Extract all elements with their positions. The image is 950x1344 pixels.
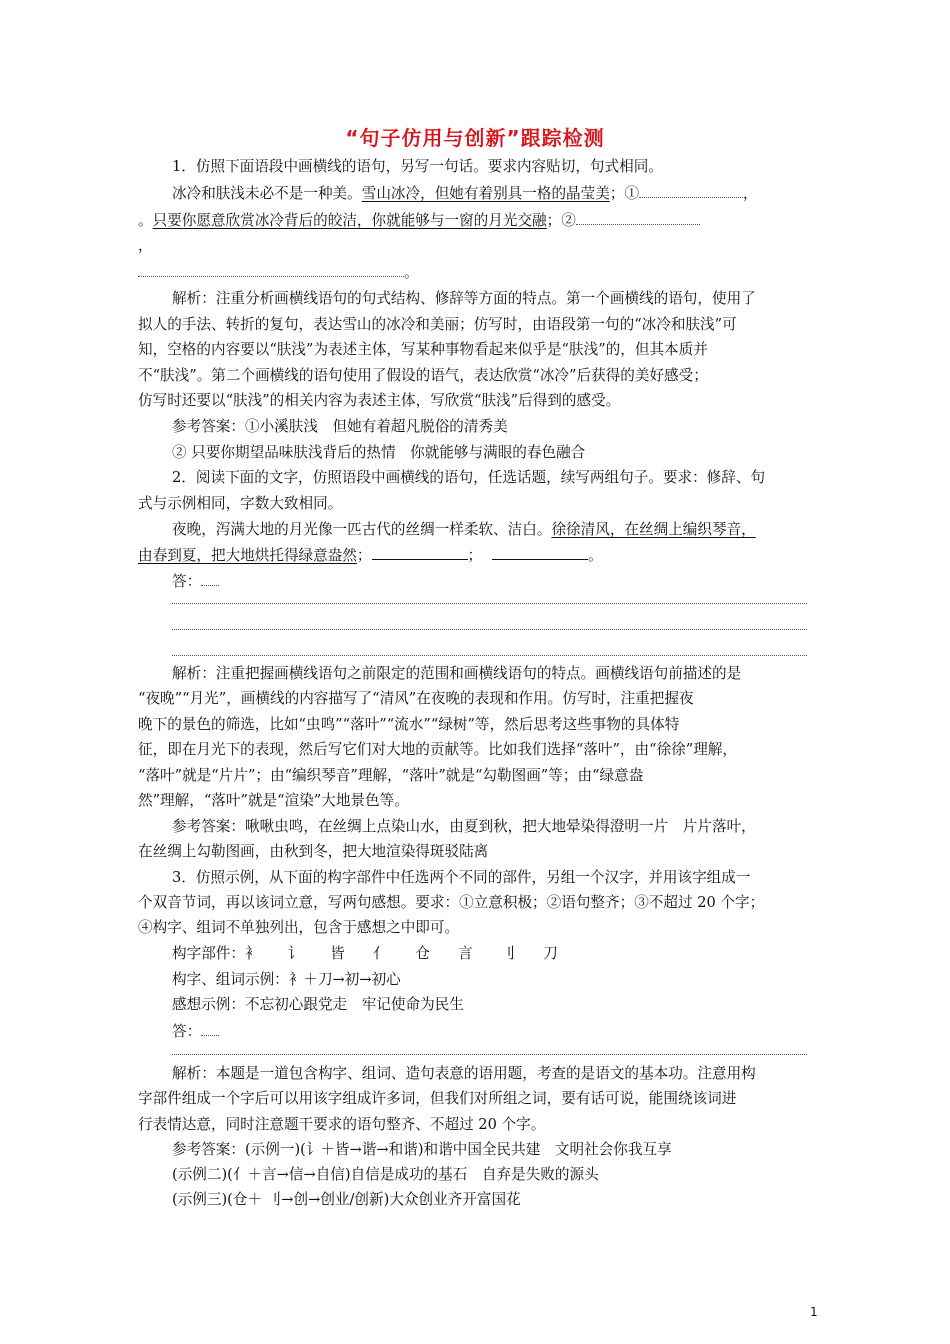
q1-analysis-line: 不“肤浅”。第二个画横线的语句使用了假设的语气，表达欣赏“冰冷”后获得的美好感受；	[138, 367, 708, 384]
q1-analysis-line: 拟人的手法、转折的复句，表达雪山的冰冷和美丽；仿写时，由语段第一句的“冰冷和肤浅”可	[138, 316, 737, 333]
q2-analysis-line: 征，即在月光下的表现，然后写它们对大地的贡献等。比如我们选择“落叶”，由“徐徐”理解，	[138, 741, 738, 758]
q3-part: 刂	[500, 945, 516, 962]
q2-blank-1[interactable]	[372, 545, 468, 560]
q2-stem-line1: 2．阅读下面的文字，仿照语段中画横线的语句，任选话题，续写两组句子。要求：修辞、句	[172, 469, 766, 486]
q2-semicolon: ；	[467, 547, 483, 564]
q1-blank-2[interactable]	[576, 210, 700, 225]
q2-answer-line[interactable]	[172, 655, 807, 656]
q2-stem-line2: 式与示例相同，字数大致相同。	[138, 495, 343, 512]
q3-stem-line1: 3．仿照示例，从下面的构字部件中任选两个不同的部件，另组一个汉字，并用该字组成一	[172, 869, 751, 886]
q1-underlined-sentence-1: 雪山冰冷，但她有着别具一格的晶莹美	[361, 185, 610, 202]
q3-parts-label: 构字部件：	[172, 945, 245, 962]
q3-analysis-line: 行表情达意，同时注意题干要求的语句整齐、不超过 20 个字。	[138, 1116, 546, 1133]
q3-part: 皆	[330, 945, 345, 962]
q1-passage-line2	[138, 210, 814, 231]
q2-passage-line2	[138, 545, 814, 566]
page-number: 1	[810, 1305, 818, 1319]
q2-analysis-line: “夜晚”“月光”，画横线的内容描写了“清风”在夜晚的表现和作用。仿写时，注重把握夜	[138, 690, 694, 707]
q3-answer-2: (示例二)(亻＋言→信→自信)自信是成功的基石 自弃是失败的源头	[172, 1166, 599, 1183]
q3-answer-prompt	[172, 1021, 848, 1042]
q2-analysis-line: 晚下的景色的筛选，比如“虫鸣”“落叶”“流水”“绿树”等，然后思考这些事物的具体特	[138, 716, 680, 733]
q3-answer-1: 参考答案：(示例一)(讠＋皆→谐→和谐)和谐中国全民共建 文明社会你我互享	[172, 1141, 672, 1158]
q1-passage-text: 冰冷和肤浅未必不是一种美。	[172, 185, 362, 202]
q2-end-period: 。	[588, 547, 603, 564]
q2-answer-1: 参考答案：啾啾虫鸣，在丝绸上点染山水，由夏到秋，把大地晕染得澄明一片 片片落叶，	[172, 818, 756, 835]
q1-passage-line3: ，	[138, 237, 153, 254]
q2-underlined-sentence-a: 徐徐清风，在丝绸上编织琴音，	[551, 521, 756, 538]
q3-example-2: 感想示例：不忘初心跟党走 牢记使命为民生	[172, 996, 464, 1013]
q3-answer-dots	[201, 1021, 219, 1036]
q2-answer-line[interactable]	[172, 603, 807, 604]
q1-passage-line4	[138, 262, 814, 283]
q1-analysis-line: 仿写时还要以“肤浅”的相关内容为表述主体，写欣赏“肤浅”后得到的感受。	[138, 392, 621, 409]
q3-part: 亻	[372, 945, 388, 962]
q3-analysis-line: 解析：本题是一道包含构字、组词、造句表意的语用题，考查的是语文的基本功。注意用构	[172, 1065, 756, 1082]
q1-period: 。	[138, 212, 153, 229]
q2-answer-2: 在丝绸上勾勒图画，由秋到冬，把大地渲染得斑驳陆离	[138, 843, 489, 860]
q1-comma: ，	[743, 185, 758, 202]
q3-part: 言	[458, 945, 473, 962]
q3-part: 仓	[415, 945, 431, 962]
q1-analysis-line: 解析：注重分析画横线语句的句式结构、修辞等方面的特点。第一个画横线的语句，使用了	[172, 290, 756, 307]
q3-stem-line3: ④构字、组词不单独列出，包含于感想之中即可。	[138, 919, 460, 936]
q2-blank-2[interactable]	[492, 545, 588, 560]
q3-example-1: 构字、组词示例：衤＋刀→初→初心	[172, 971, 401, 988]
q3-analysis-line: 字部件组成一个字后可以用该字组成许多词，但我们对所组之词，要有话可说，能围绕该词进	[138, 1090, 737, 1107]
q1-answer-1: 参考答案：①小溪肤浅 但她有着超凡脱俗的清秀美	[172, 418, 508, 435]
q2-answer-dots	[201, 571, 219, 586]
q1-answer-2: ② 只要你期望品味肤浅背后的热情 你就能够与满眼的春色融合	[172, 444, 586, 461]
q3-parts-row	[172, 944, 848, 964]
q2-semicolon: ；	[356, 547, 372, 564]
q3-part: 讠	[287, 945, 303, 962]
q2-analysis-line: “落叶”就是“片片”；由“编织琴音”理解，“落叶”就是“勾勒图画”等；由“绿意盎	[138, 767, 644, 784]
q1-blank1-marker: ；①	[609, 185, 640, 202]
q1-passage-line1	[172, 183, 848, 204]
q1-blank2-marker: ；②	[546, 212, 576, 229]
q1-underlined-sentence-2: 只要你愿意欣赏冰冷背后的皎洁，你就能够与一窗的月光交融	[152, 212, 547, 229]
q3-part: 衤	[244, 945, 260, 962]
q2-analysis-line: 然”理解，“落叶”就是“渲染”大地景色等。	[138, 792, 409, 809]
q3-answer-label: 答：	[172, 1023, 202, 1040]
q2-analysis-line: 解析：注重把握画横线语句之前限定的范围和画横线语句的特点。画横线语句前描述的是	[172, 665, 742, 682]
q2-answer-label: 答：	[172, 573, 202, 590]
q1-analysis-line: 知，空格的内容要以“肤浅”为表述主体，写某种事物看起来似乎是“肤浅”的，但其本质并	[138, 341, 708, 358]
q2-underlined-sentence-b: 由春到夏，把大地烘托得绿意盎然	[138, 547, 357, 564]
q3-answer-line[interactable]	[172, 1054, 807, 1055]
q1-blank-1[interactable]	[639, 183, 743, 198]
q1-blank-2-cont[interactable]	[138, 262, 404, 277]
q2-answer-line[interactable]	[172, 629, 807, 630]
q2-passage-text: 夜晚，泻满大地的月光像一匹古代的丝绸一样柔软、洁白。	[172, 521, 552, 538]
q2-answer-prompt	[172, 571, 848, 592]
q1-end-period: 。	[404, 264, 419, 281]
q2-passage-line1	[172, 520, 848, 540]
page-title: “句子仿用与创新”跟踪检测	[345, 126, 605, 150]
q3-stem-line2: 个双音节词，再以该词立意，写两句感想。要求：①立意积极；②语句整齐；③不超过 20 个字；	[138, 894, 765, 911]
q3-part: 刀	[543, 945, 558, 962]
q3-answer-3: (示例三)(仓＋ 刂→创→创业/创新)大众创业齐开富国花	[172, 1191, 521, 1208]
q1-stem: 1．仿照下面语段中画横线的语句，另写一句话。要求内容贴切，句式相同。	[172, 158, 663, 175]
